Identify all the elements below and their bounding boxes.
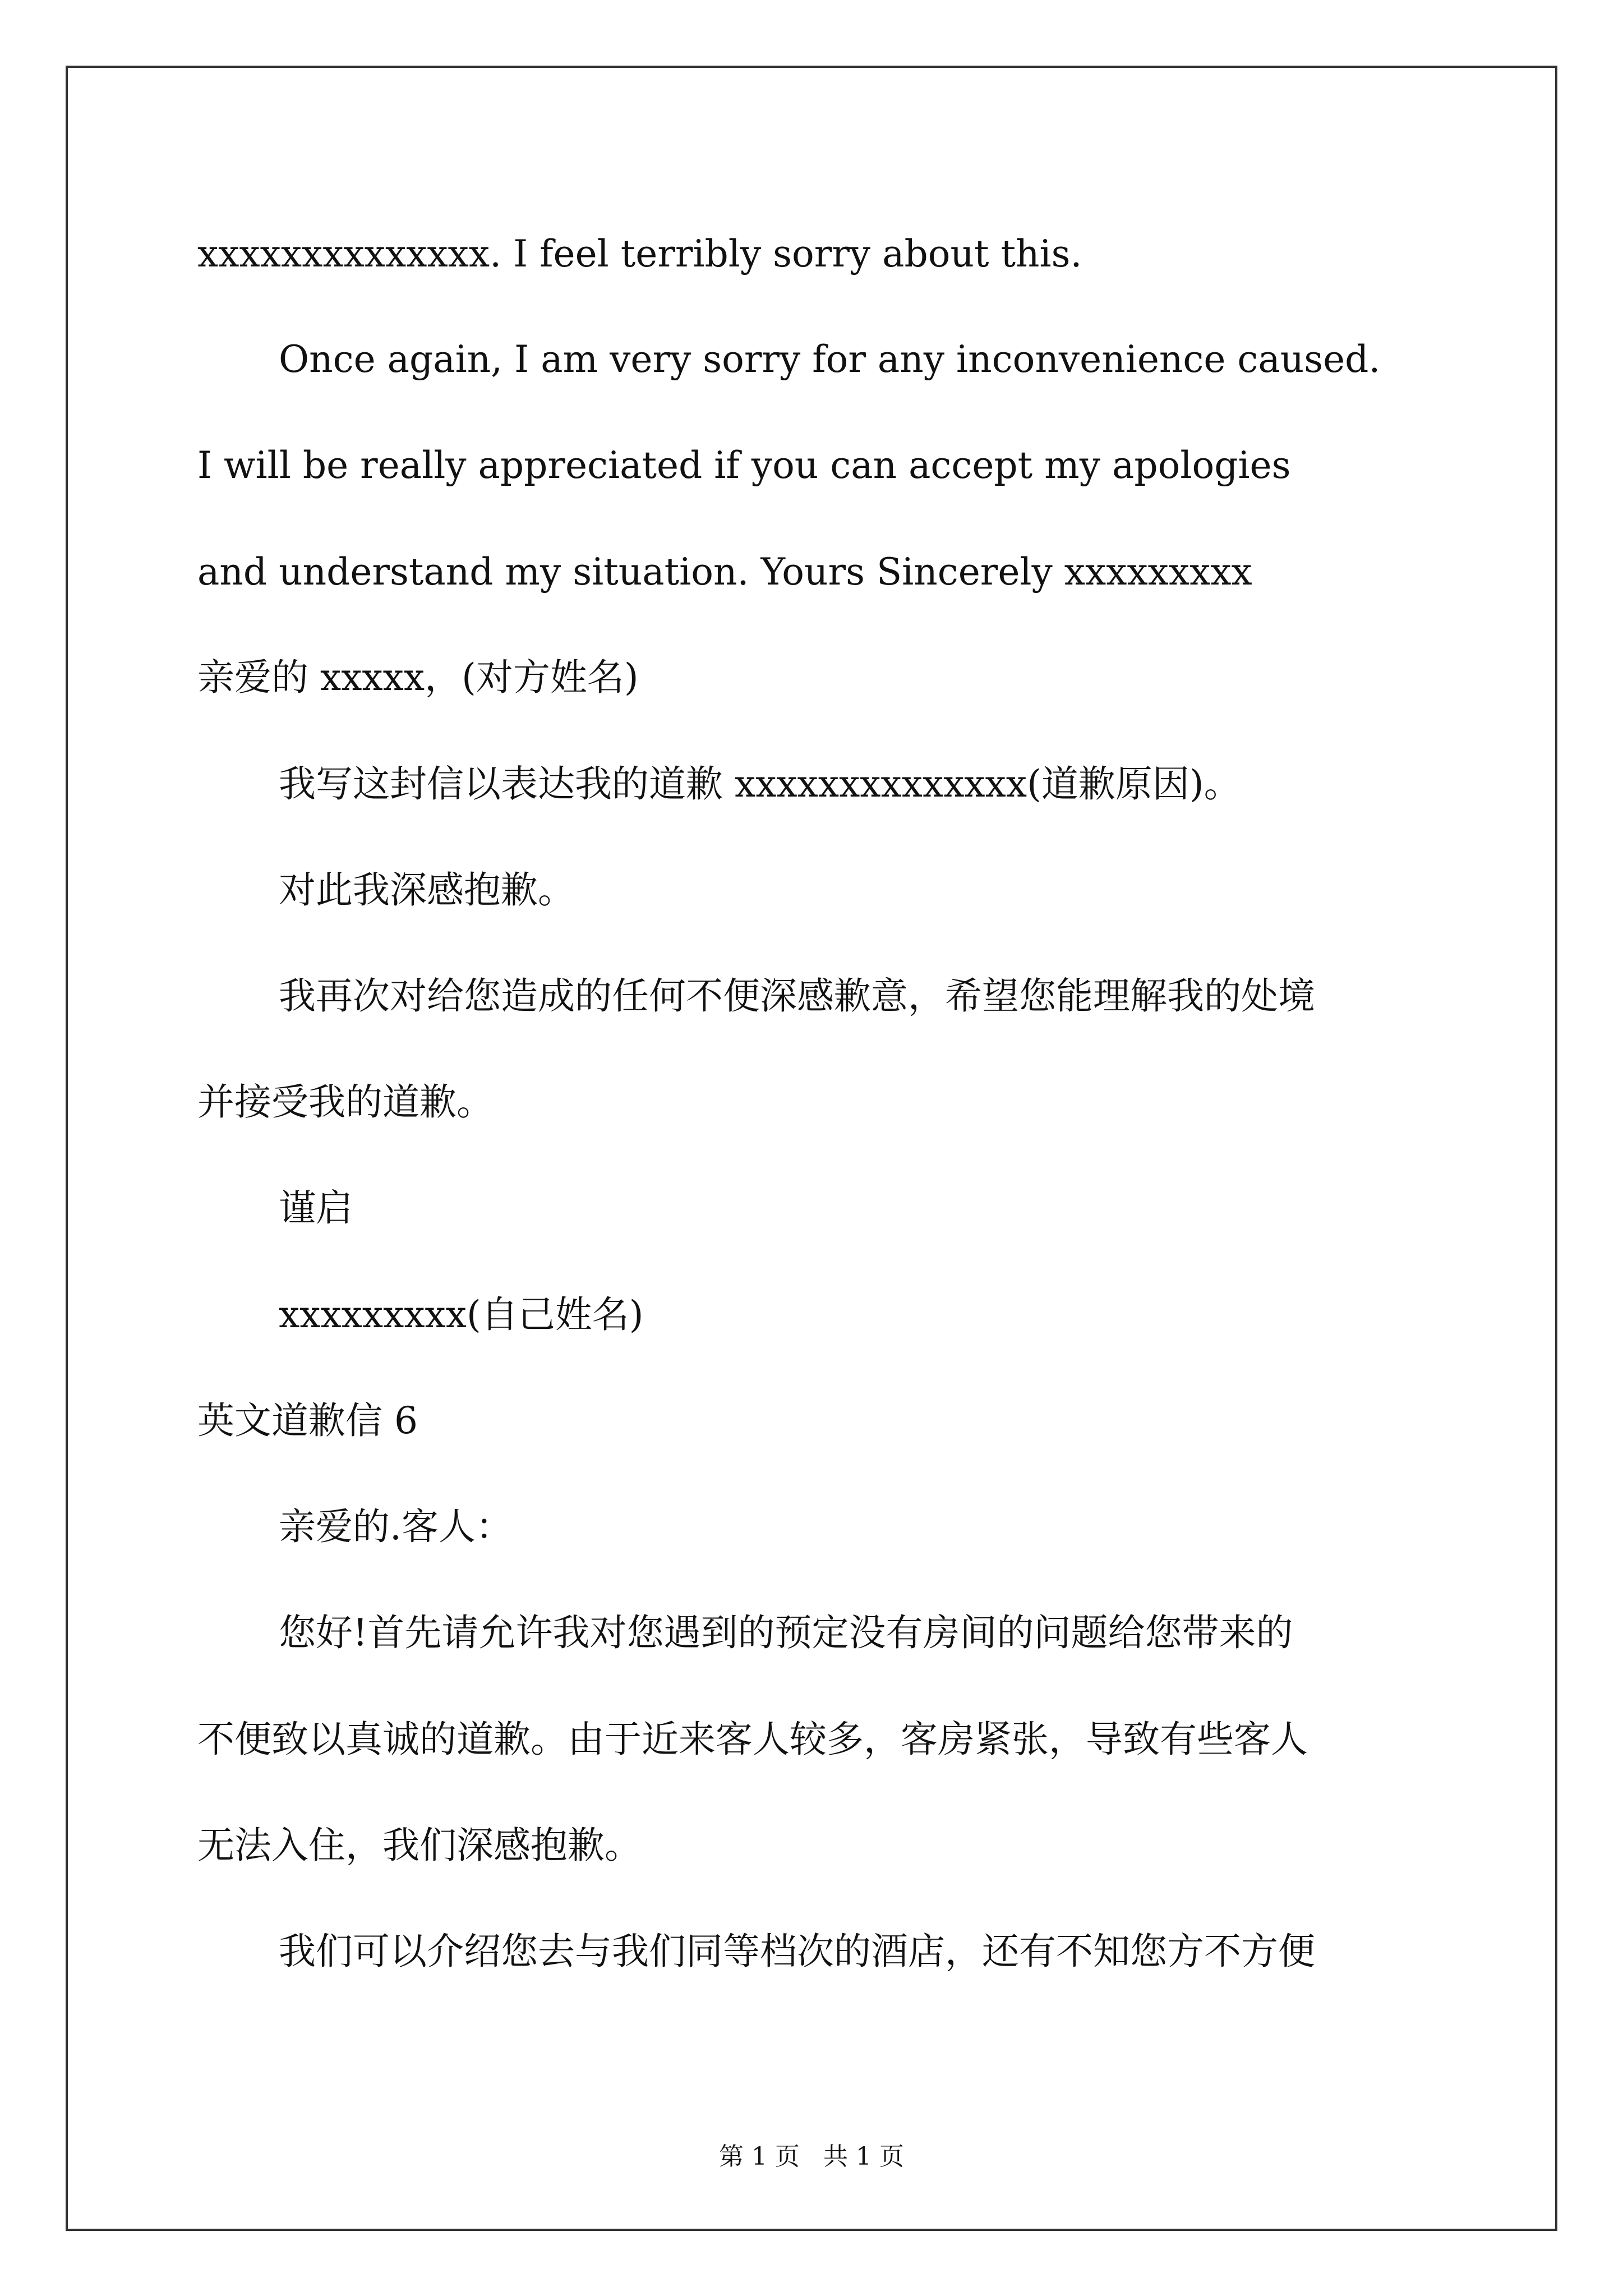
- body-line-4: and understand my situation. Yours Sincerely xxxxxxxxx: [197, 550, 1252, 593]
- body-line-15: 不便致以真诚的道歉。由于近来客人较多，客房紧张，导致有些客人: [197, 1718, 1308, 1761]
- body-line-17: 我们可以介绍您去与我们同等档次的酒店，还有不知您方不方便: [279, 1930, 1315, 1973]
- section-title: 英文道歉信 6: [197, 1399, 418, 1442]
- body-line-8: 我再次对给您造成的任何不便深感歉意，希望您能理解我的处境: [279, 974, 1315, 1018]
- salutation-line-2: 亲爱的.客人：: [279, 1505, 513, 1548]
- body-line-9: 并接受我的道歉。: [197, 1080, 494, 1124]
- body-line-1: xxxxxxxxxxxxxx. I feel terribly sorry about this.: [197, 232, 1082, 275]
- page-border: [66, 66, 1557, 2231]
- signature-line: xxxxxxxxx(自己姓名): [279, 1293, 644, 1336]
- salutation-line: 亲爱的 xxxxx，(对方姓名): [197, 656, 639, 699]
- page-footer: 第 1 页 共 1 页: [719, 2142, 904, 2171]
- body-line-3: I will be really appreciated if you can accept my apologies: [197, 444, 1291, 487]
- body-line-6: 我写这封信以表达我的道歉 xxxxxxxxxxxxxx(道歉原因)。: [279, 762, 1241, 806]
- body-line-16: 无法入住，我们深感抱歉。: [197, 1824, 642, 1867]
- body-line-7: 对此我深感抱歉。: [279, 868, 575, 912]
- closing-line: 谨启: [279, 1186, 353, 1230]
- body-line-2: Once again, I am very sorry for any inconvenience caused.: [279, 338, 1381, 381]
- body-line-14: 您好!首先请允许我对您遇到的预定没有房间的问题给您带来的: [279, 1611, 1293, 1654]
